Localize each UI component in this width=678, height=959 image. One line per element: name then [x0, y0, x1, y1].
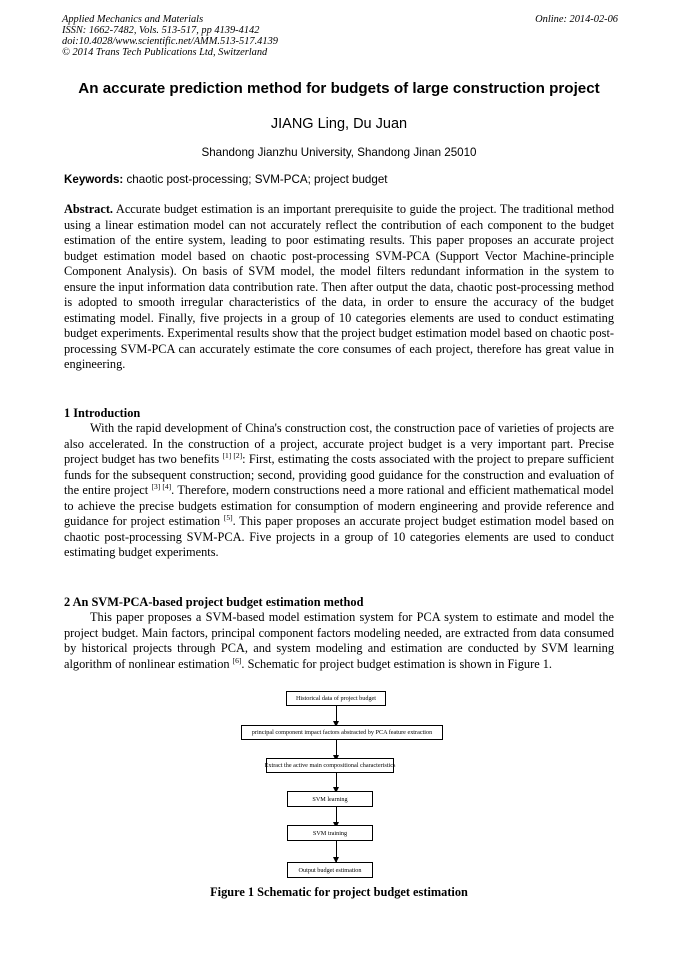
figure-1-flowchart — [237, 687, 447, 883]
author-affiliation: Shandong Jianzhu University, Shandong Jinan 25010 — [201, 146, 477, 159]
keywords-text: chaotic post-processing; SVM-PCA; project budget — [123, 173, 388, 186]
flow-box-historical-data: Historical data of project budget — [286, 691, 386, 706]
journal-name: Applied Mechanics and Materials — [62, 14, 204, 25]
paper-authors: JIANG Ling, Du Juan — [270, 116, 408, 132]
issn-line: ISSN: 1662-7482, Vols. 513-517, pp 4139-4142 — [62, 25, 260, 36]
keywords-line — [64, 173, 614, 186]
method-text-2: . Schematic for project budget estimation is shown in Figure 1. — [241, 656, 553, 671]
abstract-label: Abstract. — [64, 202, 114, 216]
citation-ref-1-2: [1] [2] — [222, 450, 243, 460]
copyright-line: © 2014 Trans Tech Publications Ltd, Switzerland — [62, 47, 268, 58]
paper-title: An accurate prediction method for budgets of large construction project — [78, 80, 600, 97]
flow-arrow-2 — [336, 740, 337, 760]
citation-ref-5: [5] — [223, 512, 233, 522]
intro-text-3: . Therefore, modern constructions need a more rational and efficient mathematical model to achieve the precise budgets estimation for consumption of modern engineering and provide reference and guidance for project estimation — [64, 483, 614, 528]
flow-box-svm-learning: SVM learning — [287, 791, 373, 807]
flow-box-pca-extraction: principal component impact factors abstracted by PCA feature extraction — [241, 725, 443, 740]
method-text-1: This paper proposes a SVM-based model estimation system for PCA system to estimate and model the project budget. Main factors, principal component factors modeling needed, are extracted from data consumed by historical projects through PCA, and system modeling and estimation are conducted by SVM learning algorithm of nonlinear estimation — [64, 610, 614, 671]
introduction-paragraph — [64, 421, 614, 561]
flow-box-output-estimation: Output budget estimation — [287, 862, 373, 878]
doi-line: doi:10.4028/www.scientific.net/AMM.513-517.4139 — [62, 36, 278, 47]
method-paragraph — [64, 610, 614, 672]
section-heading-introduction: 1 Introduction — [64, 406, 141, 420]
citation-ref-3-4: [3] [4] — [151, 481, 172, 491]
flow-arrow-5 — [336, 841, 337, 862]
section-heading-method: 2 An SVM-PCA-based project budget estimation method — [64, 595, 364, 609]
keywords-label: Keywords: — [64, 173, 124, 186]
journal-header — [62, 14, 618, 58]
flow-arrow-1 — [336, 706, 337, 726]
abstract-text: Accurate budget estimation is an important prerequisite to guide the project. The traditional method using a linear estimation model can not accurately reflect the contribution of each component to the budget estimation of the entire system, leading to poor estimating results. This paper proposes an accurate project budget estimation model based on chaotic post-processing SVM-PCA (Support Vector Machine-principle Component Analysis). On basis of SVM model, the model filters redundant information in the system to ensure the input information data contribution rate. Then after output the data, chaotic post-processing method is adopted to smooth irregular characteristics of the data, in order to ensure the accuracy of the budget estimating model. Finally, five projects in a group of 10 categories elements are used to conduct estimating budget experiments. Experimental results show that the project budget estimation model based on chaotic post-processing SVM-PCA can accurately estimate the core consumes of each project, therefore has great value in engineering. — [64, 202, 614, 371]
flow-arrow-3 — [336, 773, 337, 792]
citation-ref-6: [6] — [232, 655, 242, 665]
flow-box-active-characteristics: Extract the active main compositional characteristics — [266, 758, 394, 773]
flow-box-svm-training: SVM training — [287, 825, 373, 841]
intro-text-4: . This paper proposes an accurate project budget estimation model based on chaotic post-processing SVM-PCA. Five projects in a group of 10 categories elements are used to conduct estimating budget experiments. — [64, 514, 614, 559]
intro-text-2: : First, estimating the costs associated with the project to prepare sufficient funds for the subsequent construction; second, providing good guidance for the construction and evaluation of the entire project — [64, 452, 614, 497]
intro-text-1: With the rapid development of China's construction cost, the construction pace of varieties of projects are also accelerated. In the construction of a project, accurate project budget is a very important part. Precise project budget has two benefits — [64, 421, 614, 466]
flow-arrow-4 — [336, 807, 337, 827]
abstract-paragraph — [64, 202, 614, 373]
online-date: Online: 2014-02-06 — [535, 14, 618, 25]
figure-1-caption: Figure 1 Schematic for project budget estimation — [210, 885, 468, 899]
